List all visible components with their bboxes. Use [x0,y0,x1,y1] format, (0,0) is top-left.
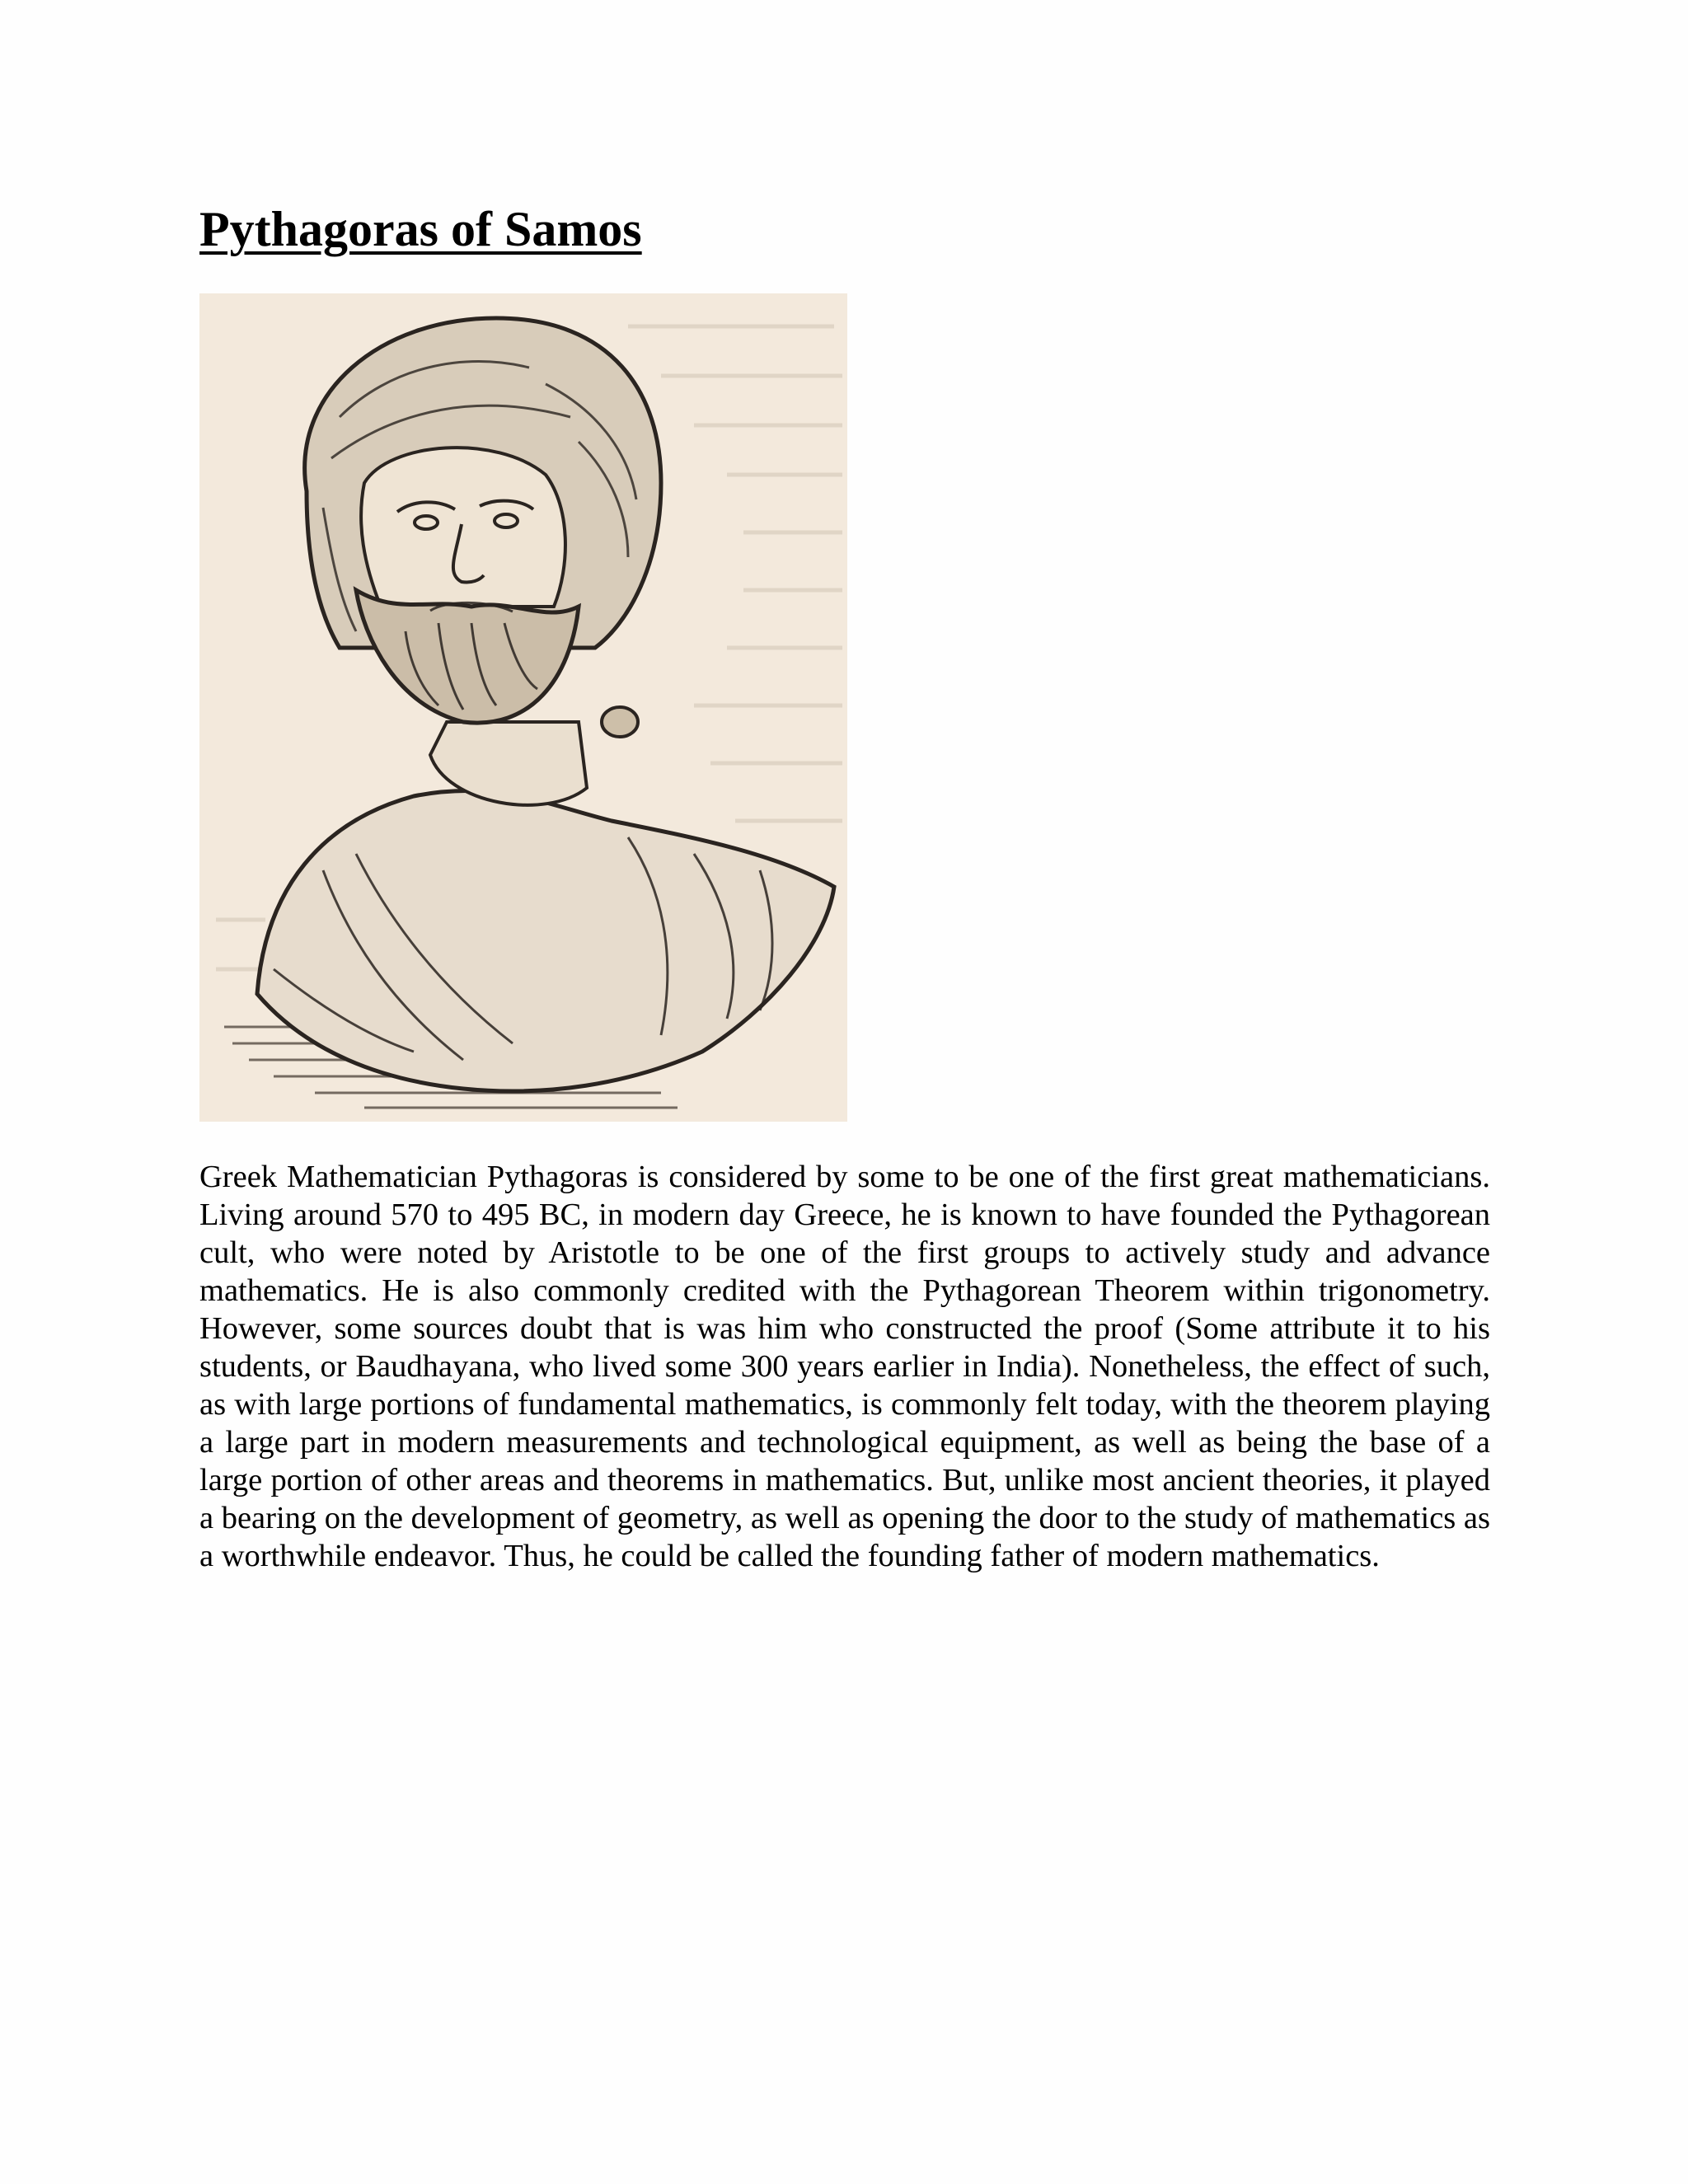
page-title: Pythagoras of Samos [199,202,642,256]
portrait-image [199,293,847,1122]
body-paragraph: Greek Mathematician Pythagoras is considered by some to be one of the first great mathematicians. Living around 570 to 495 BC, in modern day Greece, he is known to have founded the Pythagorean cult, who were noted by Aristotle to be one of the first groups to actively study and advance mathematics. He is also commonly credited with the Pythagorean Theorem within trigonometry. However, some sources doubt that is was him who constructed the proof (Some attribute it to his students, or Baudhayana, who lived some 300 years earlier in India). Nonetheless, the effect of such, as with large portions of fundamental mathematics, is commonly felt today, with the theorem playing a large part in modern measurements and technological equipment, as well as being the base of a large portion of other areas and theorems in mathematics. But, unlike most ancient theories, it played a bearing on the development of geometry, as well as opening the door to the study of mathematics as a worthwhile endeavor. Thus, he could be called the founding father of modern mathematics. [199,1160,1490,1573]
